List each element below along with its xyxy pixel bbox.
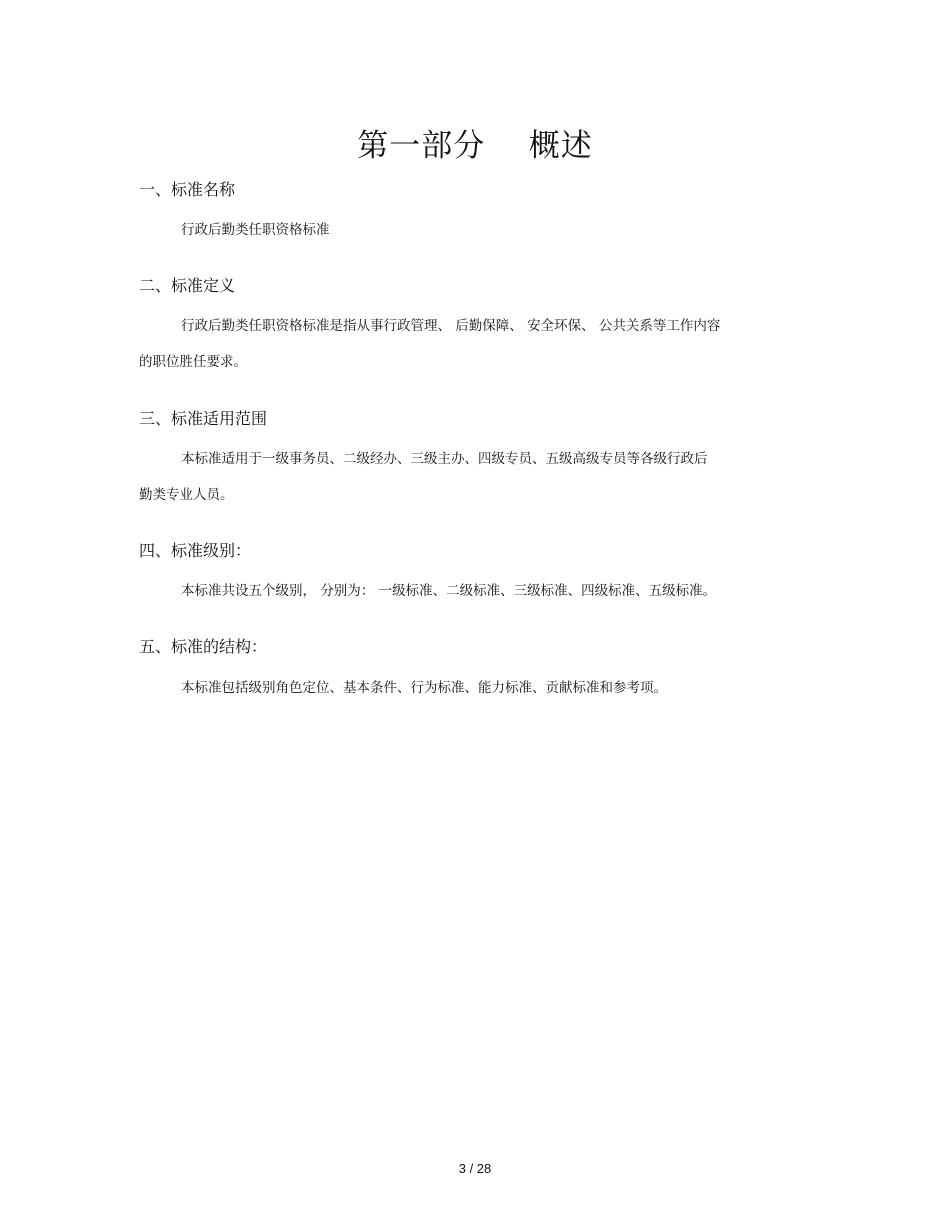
- section-heading-scope: 三、标准适用范围: [139, 409, 268, 428]
- section-paragraph: 本标准共设五个级别， 分别为： 一级标准、二级标准、三级标准、四级标准、五级标准。: [181, 583, 717, 599]
- section-paragraph: 的职位胜任要求。: [139, 354, 247, 370]
- section-heading-levels: 四、标准级别：: [139, 541, 252, 560]
- page-number: 3 / 28: [458, 1161, 492, 1176]
- section-heading-definition: 二、标准定义: [139, 276, 236, 295]
- section-paragraph: 本标准包括级别角色定位、基本条件、行为标准、能力标准、贡献标准和参考项。: [181, 680, 667, 696]
- section-paragraph: 行政后勤类任职资格标准: [181, 222, 330, 238]
- page-title: 第一部分 概述: [357, 128, 593, 164]
- section-paragraph: 勤类专业人员。: [139, 487, 234, 503]
- section-heading-name: 一、标准名称: [139, 180, 236, 199]
- section-paragraph: 本标准适用于一级事务员、二级经办、三级主办、四级专员、五级高级专员等各级行政后: [181, 451, 708, 467]
- section-heading-structure: 五、标准的结构：: [139, 637, 268, 656]
- section-paragraph: 行政后勤类任职资格标准是指从事行政管理、 后勤保障、 安全环保、 公共关系等工作内容: [181, 318, 721, 334]
